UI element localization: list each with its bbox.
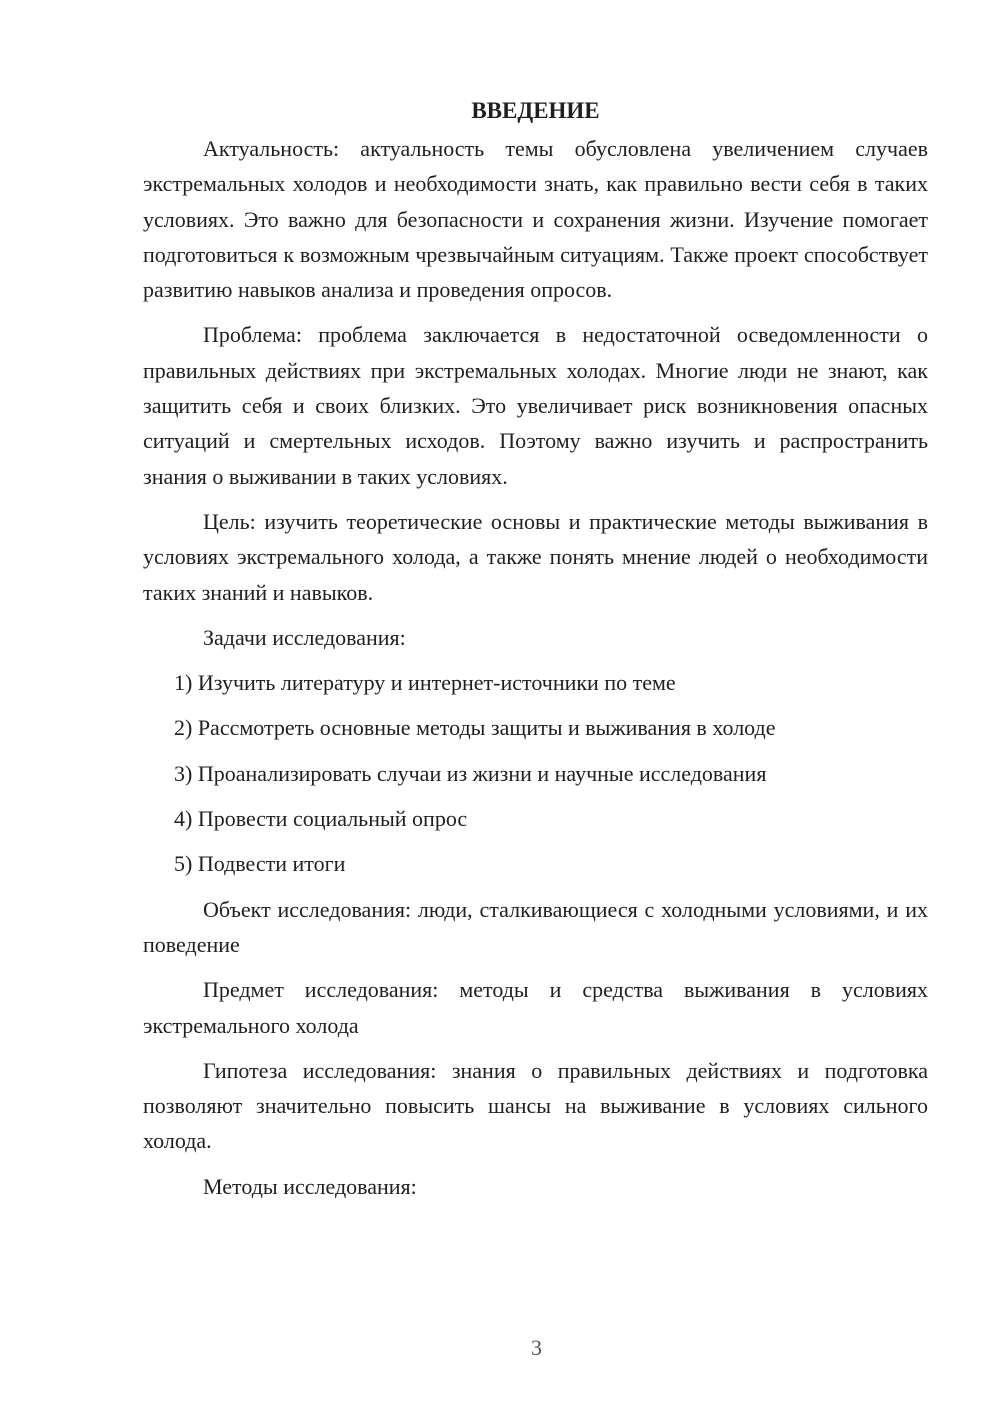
hypothesis-paragraph: Гипотеза исследования: знания о правильных действиях и подготовка позволяют значительно повысить шансы на выживание в условиях сильного холода. bbox=[143, 1057, 928, 1154]
list-item: 4) Провести социальный опрос bbox=[174, 806, 468, 832]
tasks-heading: Задачи исследования: bbox=[203, 624, 406, 650]
problem-paragraph: Проблема: проблема заключается в недостаточной осведомленности о правильных действиях при экстремальных холодах. Многие люди не знают, как защитить себя и своих близких. Это увеличивает риск возникновения опасных ситуаций и смертельных исходов. Поэтому важно изучить и распространить знания о выживании в таких условиях. bbox=[143, 322, 928, 489]
subject-paragraph: Предмет исследования: методы и средства выживания в условиях экстремального холода bbox=[143, 977, 928, 1038]
page-number: 3 bbox=[531, 1335, 542, 1360]
object-paragraph: Объект исследования: люди, сталкивающиеся с холодными условиями, и их поведение bbox=[143, 896, 928, 957]
list-item: 3) Проанализировать случаи из жизни и научные исследования bbox=[174, 760, 767, 786]
methods-heading: Методы исследования: bbox=[203, 1173, 417, 1199]
document-page bbox=[143, 95, 928, 1214]
tasks-list bbox=[143, 665, 928, 881]
relevance-paragraph: Актуальность: актуальность темы обусловлена увеличением случаев экстремальных холодов и необходимости знать, как правильно вести себя в таких условиях. Это важно для безопасности и сохранения жизни. Изучение помогает подготовиться к возможным чрезвычайным ситуациям. Также проект способствует развитию навыков анализа и проведения опросов. bbox=[143, 136, 928, 303]
list-item: 5) Подвести итоги bbox=[174, 851, 346, 877]
document-title: ВВЕДЕНИЕ bbox=[471, 98, 600, 123]
goal-paragraph: Цель: изучить теоретические основы и практические методы выживания в условиях экстремального холода, а также понять мнение людей о необходимости таких знаний и навыков. bbox=[143, 508, 928, 605]
list-item: 2) Рассмотреть основные методы защиты и выживания в холоде bbox=[174, 715, 776, 741]
list-item: 1) Изучить литературу и интернет-источники по теме bbox=[174, 670, 676, 696]
